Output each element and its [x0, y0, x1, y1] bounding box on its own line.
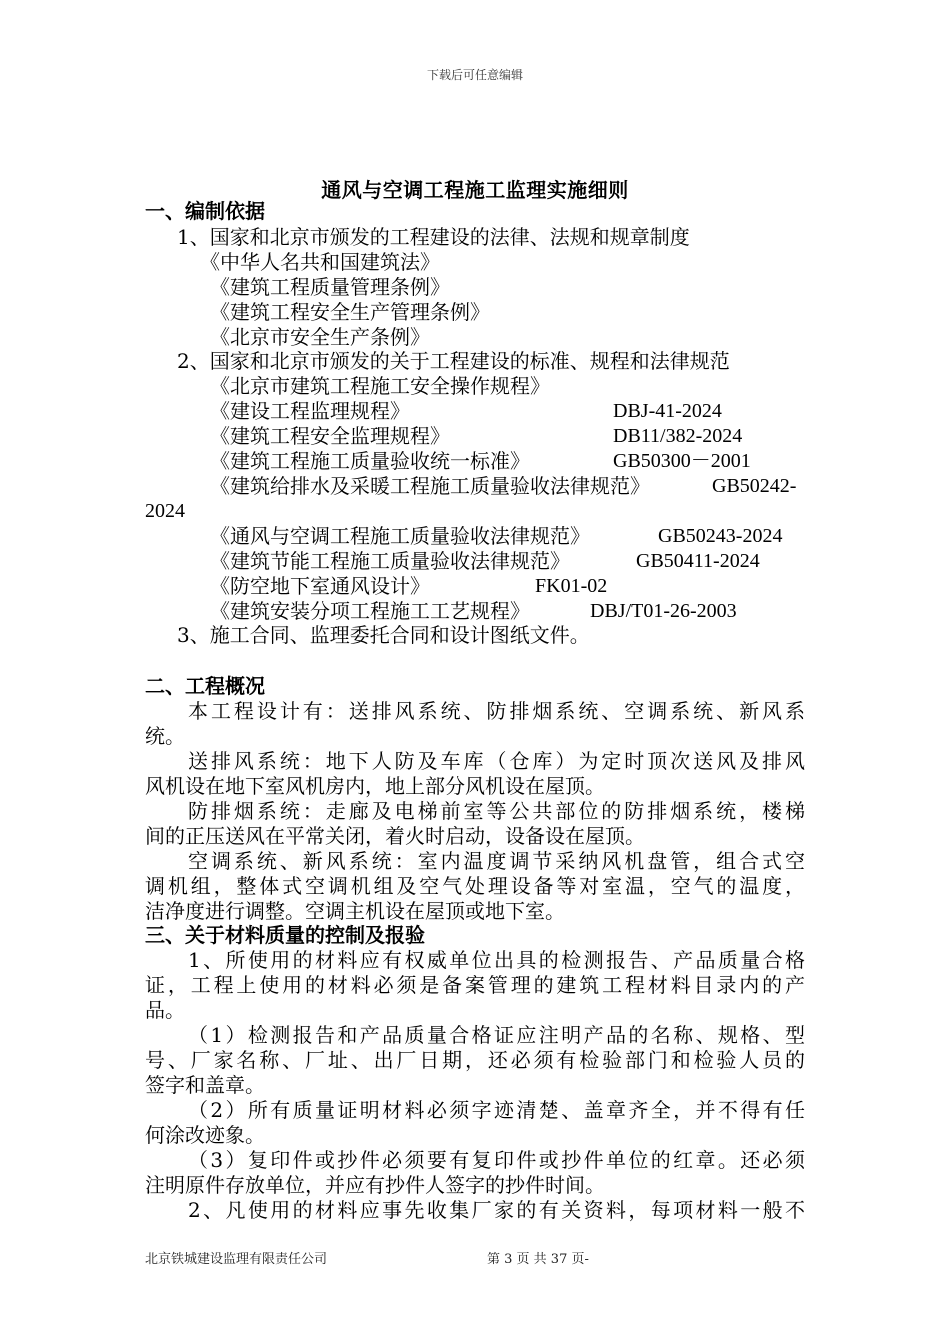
standard-code-wrap: 2024 [145, 500, 185, 522]
law-item: 《中华人名共和国建筑法》 [200, 250, 440, 274]
standard-name: 《通风与空调工程施工质量验收法律规范》 [210, 524, 590, 548]
materials-paragraph: 号、厂家名称、厂址、出厂日期，还必须有检验部门和检验人员的 [145, 1048, 805, 1072]
materials-paragraph: 何涂改迹象。 [145, 1123, 265, 1147]
page-header: 下载后可任意编辑 [426, 68, 523, 82]
section-heading-2: 二、工程概况 [145, 674, 265, 698]
standard-code: GB50411-2024 [636, 550, 760, 572]
materials-paragraph: （3）复印件或抄件必须要有复印件或抄件单位的红章。还必须 [188, 1148, 805, 1172]
standard-name: 《建设工程监理规程》 [210, 399, 410, 423]
document-title: 通风与空调工程施工监理实施细则 [321, 178, 629, 202]
overview-paragraph: 洁净度进行调整。空调主机设在屋顶或地下室。 [145, 899, 565, 923]
footer-page-number: 第 3 页 共 37 页- [487, 1252, 589, 1267]
materials-paragraph: 注明原件存放单位，并应有抄件人签字的抄件时间。 [145, 1173, 605, 1197]
standard-code: GB50242- [712, 475, 797, 497]
overview-paragraph: 间的正压送风在平常关闭，着火时启动，设备设在屋顶。 [145, 824, 645, 848]
standard-code: GB50243-2024 [658, 525, 783, 547]
standard-code: DBJ/T01-26-2003 [590, 600, 737, 622]
standard-name: 《北京市建筑工程施工安全操作规程》 [210, 374, 550, 398]
footer-company: 北京铁城建设监理有限责任公司 [145, 1252, 328, 1267]
basis-item-2: 2、国家和北京市颁发的关于工程建设的标准、规程和法律规范 [177, 349, 730, 373]
law-item: 《建筑工程安全生产管理条例》 [210, 300, 490, 324]
standard-code: DB11/382-2024 [613, 425, 743, 447]
overview-paragraph: 空调系统、新风系统：室内温度调节采纳风机盘管，组合式空 [188, 849, 805, 873]
overview-paragraph: 防排烟系统：走廊及电梯前室等公共部位的防排烟系统，楼梯 [188, 799, 805, 823]
materials-paragraph: 2、凡使用的材料应事先收集厂家的有关资料，每项材料一般不 [188, 1198, 805, 1222]
standard-name: 《建筑工程施工质量验收统一标准》 [210, 449, 530, 473]
standard-code: GB50300－2001 [613, 450, 751, 472]
materials-paragraph: 1、所使用的材料应有权威单位出具的检测报告、产品质量合格 [188, 948, 805, 972]
law-item: 《建筑工程质量管理条例》 [210, 275, 450, 299]
standard-name: 《建筑节能工程施工质量验收法律规范》 [210, 549, 570, 573]
materials-paragraph: 签字和盖章。 [145, 1073, 265, 1097]
basis-item-1: 1、国家和北京市颁发的工程建设的法律、法规和规章制度 [177, 225, 690, 249]
materials-paragraph: （2）所有质量证明材料必须字迹清楚、盖章齐全，并不得有任 [188, 1098, 805, 1122]
basis-item-3: 3、施工合同、监理委托合同和设计图纸文件。 [177, 623, 590, 647]
materials-paragraph: 证，工程上使用的材料必须是备案管理的建筑工程材料目录内的产 [145, 973, 805, 997]
overview-paragraph: 调机组，整体式空调机组及空气处理设备等对室温，空气的温度， [145, 874, 805, 898]
law-item: 《北京市安全生产条例》 [210, 325, 430, 349]
section-heading-1: 一、编制依据 [145, 199, 265, 223]
materials-paragraph: （1）检测报告和产品质量合格证应注明产品的名称、规格、型 [188, 1023, 805, 1047]
overview-paragraph: 送排风系统：地下人防及车库（仓库）为定时顶次送风及排风 [188, 749, 805, 773]
overview-paragraph: 本工程设计有：送排风系统、防排烟系统、空调系统、新风系 [188, 699, 805, 723]
standard-code: DBJ-41-2024 [613, 400, 722, 422]
materials-paragraph: 品。 [145, 998, 185, 1022]
overview-paragraph: 统。 [145, 724, 185, 748]
section-heading-3: 三、关于材料质量的控制及报验 [145, 923, 425, 947]
standard-name: 《建筑工程安全监理规程》 [210, 424, 450, 448]
standard-name: 《防空地下室通风设计》 [210, 574, 430, 598]
standard-name: 《建筑安装分项工程施工工艺规程》 [210, 599, 530, 623]
standard-name: 《建筑给排水及采暖工程施工质量验收法律规范》 [210, 474, 650, 498]
standard-code: FK01-02 [535, 575, 608, 597]
overview-paragraph: 风机设在地下室风机房内，地上部分风机设在屋顶。 [145, 774, 605, 798]
